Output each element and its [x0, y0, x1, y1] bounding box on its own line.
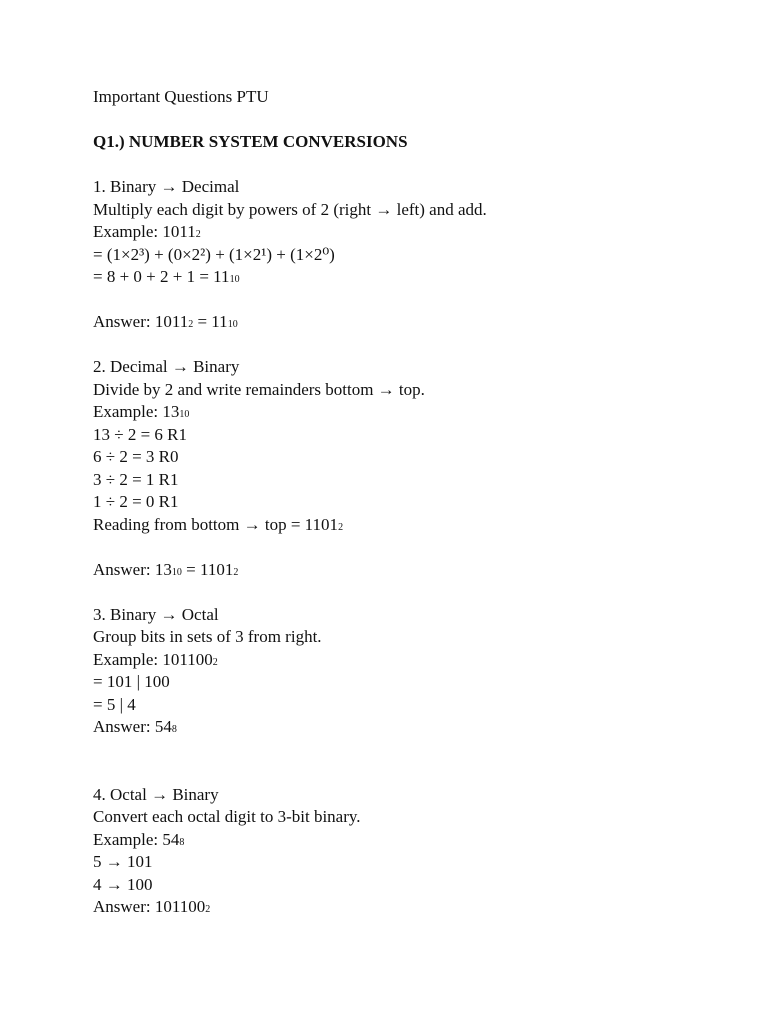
section-decimal-to-binary-step: 3 ÷ 2 = 1 R1 [93, 469, 179, 489]
section-binary-to-decimal-title: 1. Binary → Decimal [93, 177, 240, 196]
section-binary-to-octal-step: = 5 | 4 [93, 694, 136, 714]
base-subscript: 10 [179, 409, 190, 420]
section-binary-to-decimal-description: Multiply each digit by powers of 2 (right → left) and add. [93, 199, 487, 219]
base-subscript: 2 [233, 566, 239, 578]
section-binary-to-decimal-answer: Answer: 10112 = 1110 [93, 312, 238, 331]
base-subscript: 2 [338, 521, 344, 533]
section-binary-to-octal-answer: Answer: 548 [93, 717, 177, 736]
section-decimal-to-binary-step: 6 ÷ 2 = 3 R0 [93, 447, 179, 466]
section-binary-to-octal-title: 3. Binary → Octal [93, 604, 219, 624]
base-subscript: 8 [179, 836, 185, 848]
document-body [93, 86, 713, 919]
base-subscript: 2 [205, 904, 211, 915]
section-octal-to-binary-title: 4. Octal → Binary [93, 784, 219, 804]
base-subscript: 2 [212, 656, 218, 668]
section-decimal-to-binary-answer: Answer: 1310 = 11012 [93, 559, 239, 579]
section-octal-to-binary-step: 4 → 100 [93, 874, 153, 894]
section-decimal-to-binary-example: Example: 1310 [93, 402, 190, 421]
base-subscript: 10 [171, 566, 182, 578]
section-decimal-to-binary-description: Divide by 2 and write remainders bottom → top. [93, 379, 425, 399]
section-octal-to-binary-example: Example: 548 [93, 829, 185, 849]
section-binary-to-decimal-step: = 8 + 0 + 2 + 1 = 1110 [93, 267, 240, 286]
base-subscript: 8 [171, 724, 177, 735]
section-octal-to-binary-answer: Answer: 1011002 [93, 897, 211, 916]
base-subscript: 10 [227, 319, 238, 330]
section-binary-to-decimal-step: = (1×2³) + (0×2²) + (1×2¹) + (1×2⁰) [93, 244, 335, 264]
section-decimal-to-binary-reading: Reading from bottom → top = 11012 [93, 514, 344, 534]
base-subscript: 2 [188, 319, 194, 330]
section-binary-to-octal-example: Example: 1011002 [93, 649, 218, 669]
section-binary-to-decimal-example: Example: 10112 [93, 222, 201, 241]
section-binary-to-octal-description: Group bits in sets of 3 from right. [93, 627, 322, 646]
section-octal-to-binary-step: 5 → 101 [93, 852, 153, 871]
document-title: Important Questions PTU [93, 87, 269, 106]
question-heading: Q1.) NUMBER SYSTEM CONVERSIONS [93, 132, 408, 151]
section-octal-to-binary-description: Convert each octal digit to 3-bit binary. [93, 807, 361, 826]
section-decimal-to-binary-title: 2. Decimal → Binary [93, 357, 240, 376]
base-subscript: 10 [229, 274, 240, 285]
base-subscript: 2 [195, 229, 201, 240]
section-binary-to-octal-step: = 101 | 100 [93, 672, 170, 691]
section-decimal-to-binary-step: 1 ÷ 2 = 0 R1 [93, 492, 179, 511]
section-decimal-to-binary-step: 13 ÷ 2 = 6 R1 [93, 424, 188, 444]
